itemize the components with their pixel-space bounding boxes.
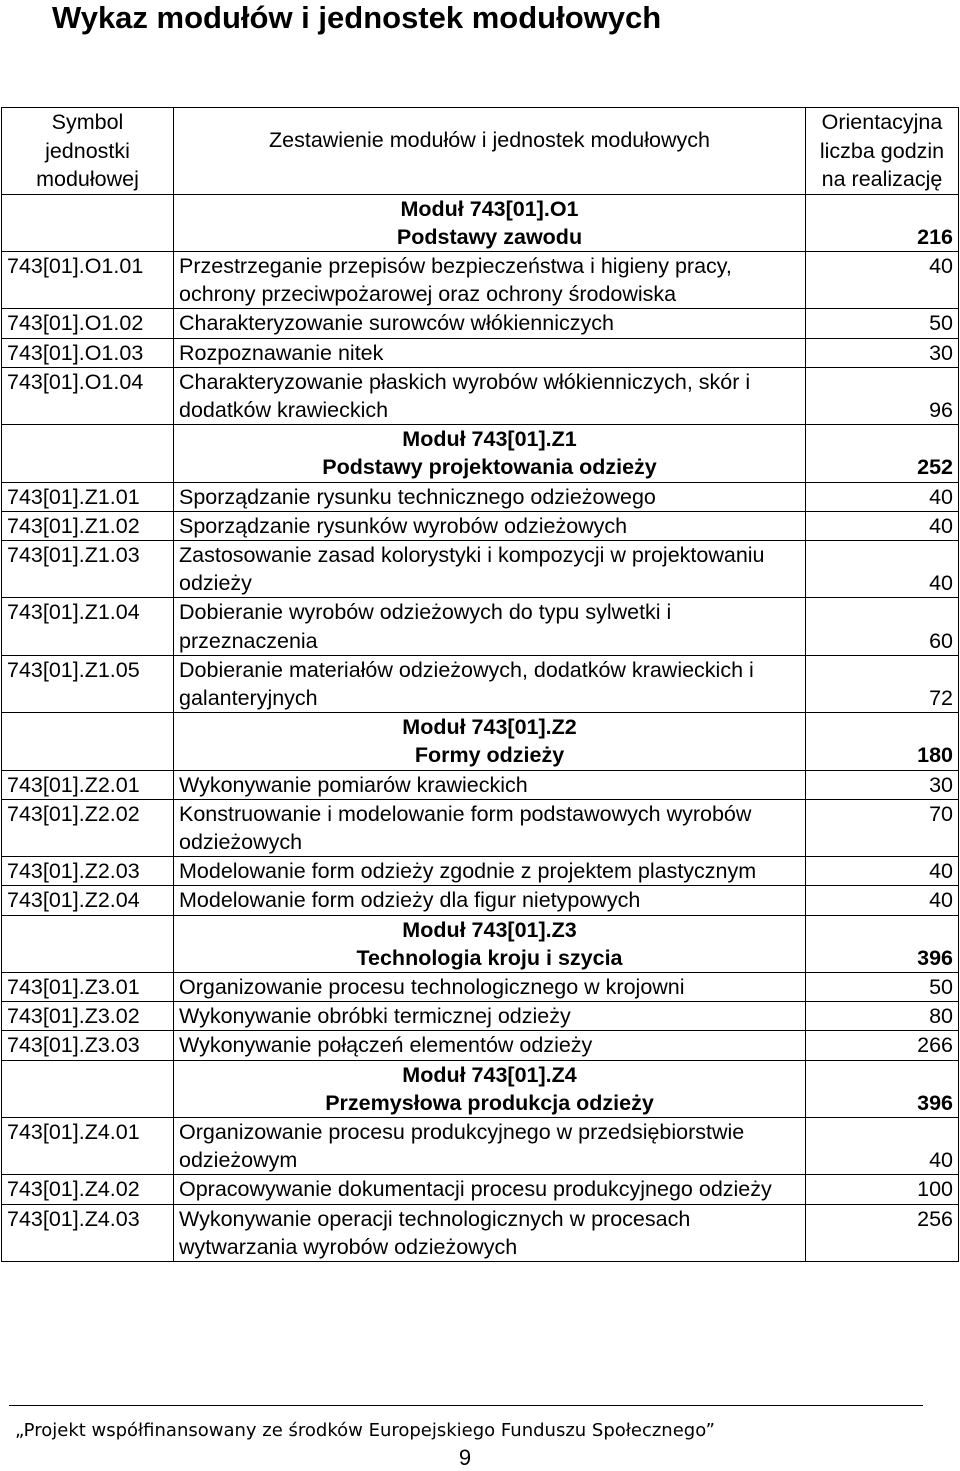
unit-hours: 40 [806, 857, 959, 886]
footer-divider [9, 1405, 923, 1406]
page-number: 9 [458, 1445, 472, 1470]
module-title-cell [174, 713, 806, 770]
unit-hours: 30 [806, 770, 959, 799]
unit-row [2, 857, 959, 886]
module-title-cell [174, 915, 806, 972]
unit-code: 743[01].Z3.03 [2, 1031, 174, 1060]
unit-name: Zastosowanie zasad kolorystyki i kompozycji w projektowaniu odzieży [174, 540, 806, 597]
unit-name: Rozpoznawanie nitek [174, 338, 806, 367]
unit-name: Charakteryzowanie płaskich wyrobów włókienniczych, skór i dodatków krawieckich [174, 367, 806, 424]
module-title-line1: Moduł 743[01].O1 [400, 196, 579, 221]
unit-hours: 60 [806, 598, 959, 655]
unit-row [2, 338, 959, 367]
unit-code: 743[01].Z1.02 [2, 511, 174, 540]
unit-name: Opracowywanie dokumentacji procesu produkcyjnego odzieży [174, 1175, 806, 1204]
module-code-cell [2, 1060, 174, 1117]
header-symbol: Symbol jednostki modułowej [2, 108, 174, 195]
module-code-cell [2, 425, 174, 482]
modules-table-body [2, 108, 959, 1262]
unit-row [2, 1204, 959, 1261]
module-title-line2: Technologia kroju i szycia [356, 945, 623, 970]
module-title-cell [174, 425, 806, 482]
unit-row [2, 1031, 959, 1060]
unit-hours: 72 [806, 655, 959, 712]
unit-hours: 30 [806, 338, 959, 367]
footer-text: „Projekt współfinansowany ze środków Europejskiego Funduszu Społecznego” [15, 1420, 715, 1441]
unit-code: 743[01].Z4.02 [2, 1175, 174, 1204]
unit-row [2, 482, 959, 511]
header-hours: Orientacyjna liczba godzin na realizację [806, 108, 959, 195]
unit-hours: 70 [806, 799, 959, 856]
module-title-line2: Podstawy zawodu [396, 224, 583, 249]
unit-hours: 40 [806, 482, 959, 511]
unit-code: 743[01].Z4.03 [2, 1204, 174, 1261]
unit-row [2, 1175, 959, 1204]
unit-hours: 96 [806, 367, 959, 424]
module-title-cell [174, 1060, 806, 1117]
unit-row [2, 367, 959, 424]
unit-name: Modelowanie form odzieży dla figur nietypowych [174, 886, 806, 915]
module-hours: 396 [806, 915, 959, 972]
module-code-cell [2, 194, 174, 251]
module-row [2, 915, 959, 972]
unit-hours: 40 [806, 251, 959, 308]
unit-hours: 40 [806, 511, 959, 540]
unit-name: Wykonywanie połączeń elementów odzieży [174, 1031, 806, 1060]
unit-code: 743[01].O1.02 [2, 309, 174, 338]
unit-name: Wykonywanie operacji technologicznych w procesach wytwarzania wyrobów odzieżowych [174, 1204, 806, 1261]
header-name: Zestawienie modułów i jednostek modułowych [174, 108, 806, 195]
module-title-line1: Moduł 743[01].Z1 [402, 427, 577, 452]
unit-row [2, 886, 959, 915]
unit-row [2, 540, 959, 597]
unit-row [2, 770, 959, 799]
module-hours: 180 [806, 713, 959, 770]
modules-table [1, 107, 959, 1262]
module-title-cell [174, 194, 806, 251]
page-title: Wykaz modułów i jednostek modułowych [52, 0, 662, 35]
unit-name: Dobieranie materiałów odzieżowych, dodatków krawieckich i galanteryjnych [174, 655, 806, 712]
unit-hours: 266 [806, 1031, 959, 1060]
unit-code: 743[01].O1.04 [2, 367, 174, 424]
unit-code: 743[01].Z1.01 [2, 482, 174, 511]
module-hours: 216 [806, 194, 959, 251]
unit-code: 743[01].Z3.02 [2, 1002, 174, 1031]
unit-row [2, 972, 959, 1001]
module-title-line2: Przemysłowa produkcja odzieży [325, 1090, 654, 1115]
unit-code: 743[01].O1.03 [2, 338, 174, 367]
module-row [2, 1060, 959, 1117]
unit-row [2, 1002, 959, 1031]
unit-row [2, 251, 959, 308]
unit-name: Sporządzanie rysunku technicznego odzieżowego [174, 482, 806, 511]
unit-hours: 50 [806, 972, 959, 1001]
unit-code: 743[01].Z2.02 [2, 799, 174, 856]
unit-name: Przestrzeganie przepisów bezpieczeństwa i higieny pracy, ochrony przeciwpożarowej oraz ochrony środowiska [174, 251, 806, 308]
unit-row [2, 598, 959, 655]
unit-row [2, 1118, 959, 1175]
module-title-line1: Moduł 743[01].Z3 [402, 917, 577, 942]
unit-name: Wykonywanie obróbki termicznej odzieży [174, 1002, 806, 1031]
unit-name: Sporządzanie rysunków wyrobów odzieżowych [174, 511, 806, 540]
unit-code: 743[01].Z4.01 [2, 1118, 174, 1175]
unit-code: 743[01].Z2.04 [2, 886, 174, 915]
unit-code: 743[01].Z1.05 [2, 655, 174, 712]
unit-hours: 80 [806, 1002, 959, 1031]
module-hours: 396 [806, 1060, 959, 1117]
table-header-row [2, 108, 959, 195]
unit-hours: 40 [806, 886, 959, 915]
module-title-line2: Formy odzieży [414, 743, 565, 768]
unit-name: Organizowanie procesu produkcyjnego w przedsiębiorstwie odzieżowym [174, 1118, 806, 1175]
unit-hours: 50 [806, 309, 959, 338]
unit-hours: 40 [806, 540, 959, 597]
unit-code: 743[01].Z3.01 [2, 972, 174, 1001]
module-code-cell [2, 915, 174, 972]
unit-code: 743[01].Z2.03 [2, 857, 174, 886]
module-hours: 252 [806, 425, 959, 482]
unit-code: 743[01].O1.01 [2, 251, 174, 308]
unit-row [2, 309, 959, 338]
unit-name: Organizowanie procesu technologicznego w krojowni [174, 972, 806, 1001]
module-title-line1: Moduł 743[01].Z2 [402, 715, 577, 740]
unit-code: 743[01].Z1.04 [2, 598, 174, 655]
module-title-line1: Moduł 743[01].Z4 [402, 1062, 577, 1087]
module-title-line2: Podstawy projektowania odzieży [322, 455, 657, 480]
unit-hours: 256 [806, 1204, 959, 1261]
unit-name: Wykonywanie pomiarów krawieckich [174, 770, 806, 799]
module-code-cell [2, 713, 174, 770]
unit-row [2, 655, 959, 712]
unit-code: 743[01].Z1.03 [2, 540, 174, 597]
module-row [2, 425, 959, 482]
unit-row [2, 511, 959, 540]
unit-name: Modelowanie form odzieży zgodnie z projektem plastycznym [174, 857, 806, 886]
unit-name: Dobieranie wyrobów odzieżowych do typu sylwetki i przeznaczenia [174, 598, 806, 655]
unit-code: 743[01].Z2.01 [2, 770, 174, 799]
unit-hours: 100 [806, 1175, 959, 1204]
module-row [2, 194, 959, 251]
module-row [2, 713, 959, 770]
unit-row [2, 799, 959, 856]
unit-name: Konstruowanie i modelowanie form podstawowych wyrobów odzieżowych [174, 799, 806, 856]
unit-name: Charakteryzowanie surowców włókienniczych [174, 309, 806, 338]
unit-hours: 40 [806, 1118, 959, 1175]
